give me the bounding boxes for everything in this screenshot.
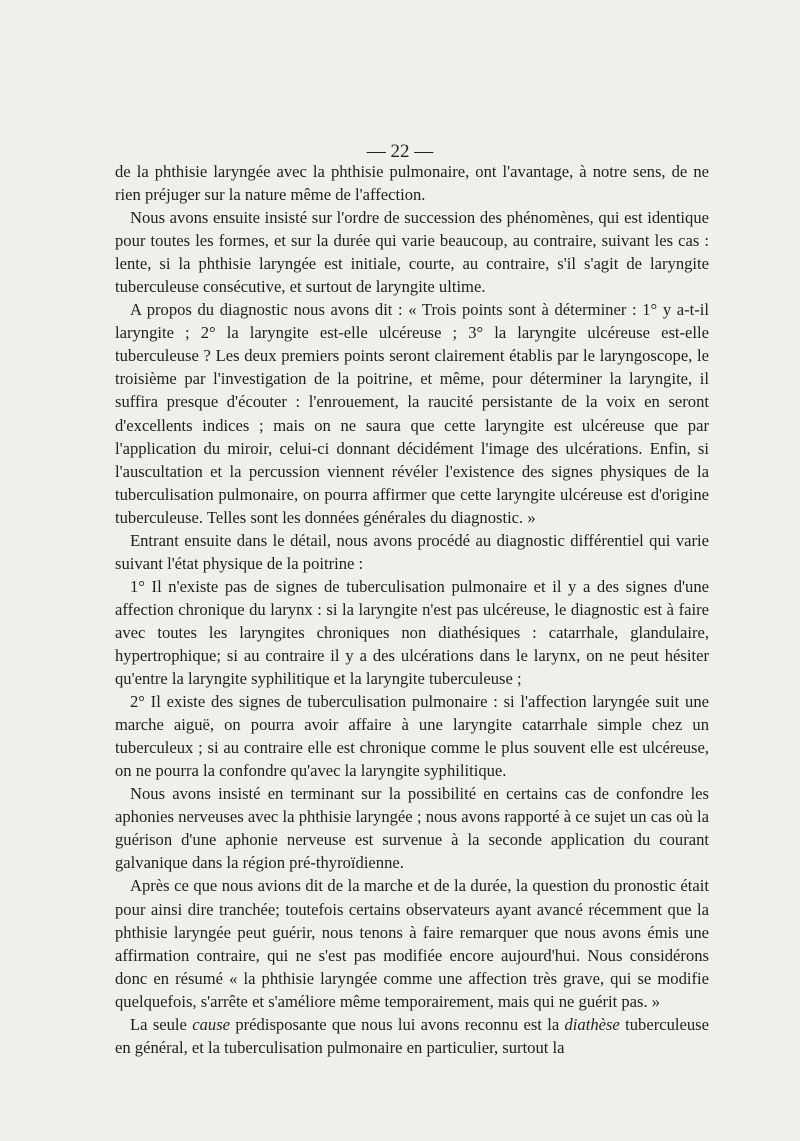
paragraph-case-one: 1° Il n'existe pas de signes de tuberculisation pulmonaire et il y a des signes d'une affection chronique du larynx : si la laryngite n'est pas ulcéreuse, le diagnostic est à faire avec toutes les laryngites chroniques non diathésiques : catarrhale, glandulaire, hypertrophique; si au contraire il y a des ulcérations dans le larynx, on ne peut hésiter qu'entre la laryngite syphilitique et la laryngite tuberculeuse ;: [115, 576, 709, 689]
paragraph-case-two: 2° Il existe des signes de tuberculisation pulmonaire : si l'affection laryngée suit une marche aiguë, on pourra avoir affaire à une laryngite catarrhale simple chez un tuberculeux ; si au contraire elle est chronique comme le plus souvent elle est ulcéreuse, on ne pourra la confondre qu'avec la laryngite syphilitique.: [115, 692, 709, 781]
body-text: [115, 160, 709, 1059]
paragraph-continuation: de la phthisie laryngée avec la phthisie pulmonaire, ont l'avantage, à notre sens, de ne rien préjuger sur la nature même de l'affection.: [115, 162, 709, 205]
diathesis-term: diathèse: [564, 1014, 620, 1034]
cause-term: cause: [192, 1014, 231, 1034]
cause-text-mid: prédisposante que nous lui avons reconnu est la: [230, 1014, 565, 1034]
cause-text-post: tuberculeuse en général, et la tuberculisation pulmonaire en particulier, surtout la: [115, 1014, 709, 1057]
paragraph-differential: Entrant ensuite dans le détail, nous avons procédé au diagnostic différentiel qui varie suivant l'état physique de la poitrine :: [115, 530, 709, 573]
paragraph-aphonia: Nous avons insisté en terminant sur la possibilité en certains cas de confondre les aphonies nerveuses avec la phthisie laryngée ; nous avons rapporté à ce sujet un cas où la guérison d'une aphonie nerveuse est survenue à la seconde application du courant galvanique dans la région pré-thyroïdienne.: [115, 784, 709, 873]
paragraph-evolution: Nous avons ensuite insisté sur l'ordre de succession des phénomènes, qui est identique pour toutes les formes, et sur la durée qui varie beaucoup, au contraire, suivant les cas : lente, si la phthisie laryngée est initiale, courte, au contraire, s'il s'agit de laryngite tuberculeuse consécutive, et surtout de laryngite ultime.: [115, 208, 709, 297]
paragraph-prognosis: Après ce que nous avions dit de la marche et de la durée, la question du pronostic était pour ainsi dire tranchée; toutefois certains observateurs ayant avancé récemment que la phthisie laryngée peut guérir, nous tenons à faire remarquer que nous avons émis une affirmation contraire, qui ne s'est pas modifiée encore aujourd'hui. Nous considérons donc en résumé « la phthisie laryngée comme une affection très grave, qui se modifie quelquefois, s'arrête et s'améliore même temporairement, mais qui ne guérit pas. »: [115, 876, 709, 1011]
paragraph-cause: [115, 1013, 709, 1059]
paragraph-diagnosis: A propos du diagnostic nous avons dit : « Trois points sont à déterminer : 1° y a-t-il laryngite ; 2° la laryngite est-elle ulcéreuse ; 3° la laryngite ulcéreuse est-elle tuberculeuse ? Les deux premiers points seront clairement établis par le laryngoscope, le troisième par l'investigation de la poitrine, et même, pour déterminer la laryngite, il suffira presque d'écouter : l'enrouement, la raucité persistante de la voix en seront d'excellents indices ; mais on ne saura que cette laryngite est ulcéreuse que par l'application du miroir, celui-ci donnant décidément l'image des ulcérations. Enfin, si l'auscultation et la percussion viennent révéler l'existence des signes physiques de la tuberculisation pulmonaire, on pourra affirmer que cette laryngite ulcéreuse est d'origine tuberculeuse. Telles sont les données générales du diagnostic. »: [115, 300, 709, 527]
cause-text-pre: La seule: [130, 1014, 193, 1034]
page-number: — 22 —: [366, 141, 434, 162]
